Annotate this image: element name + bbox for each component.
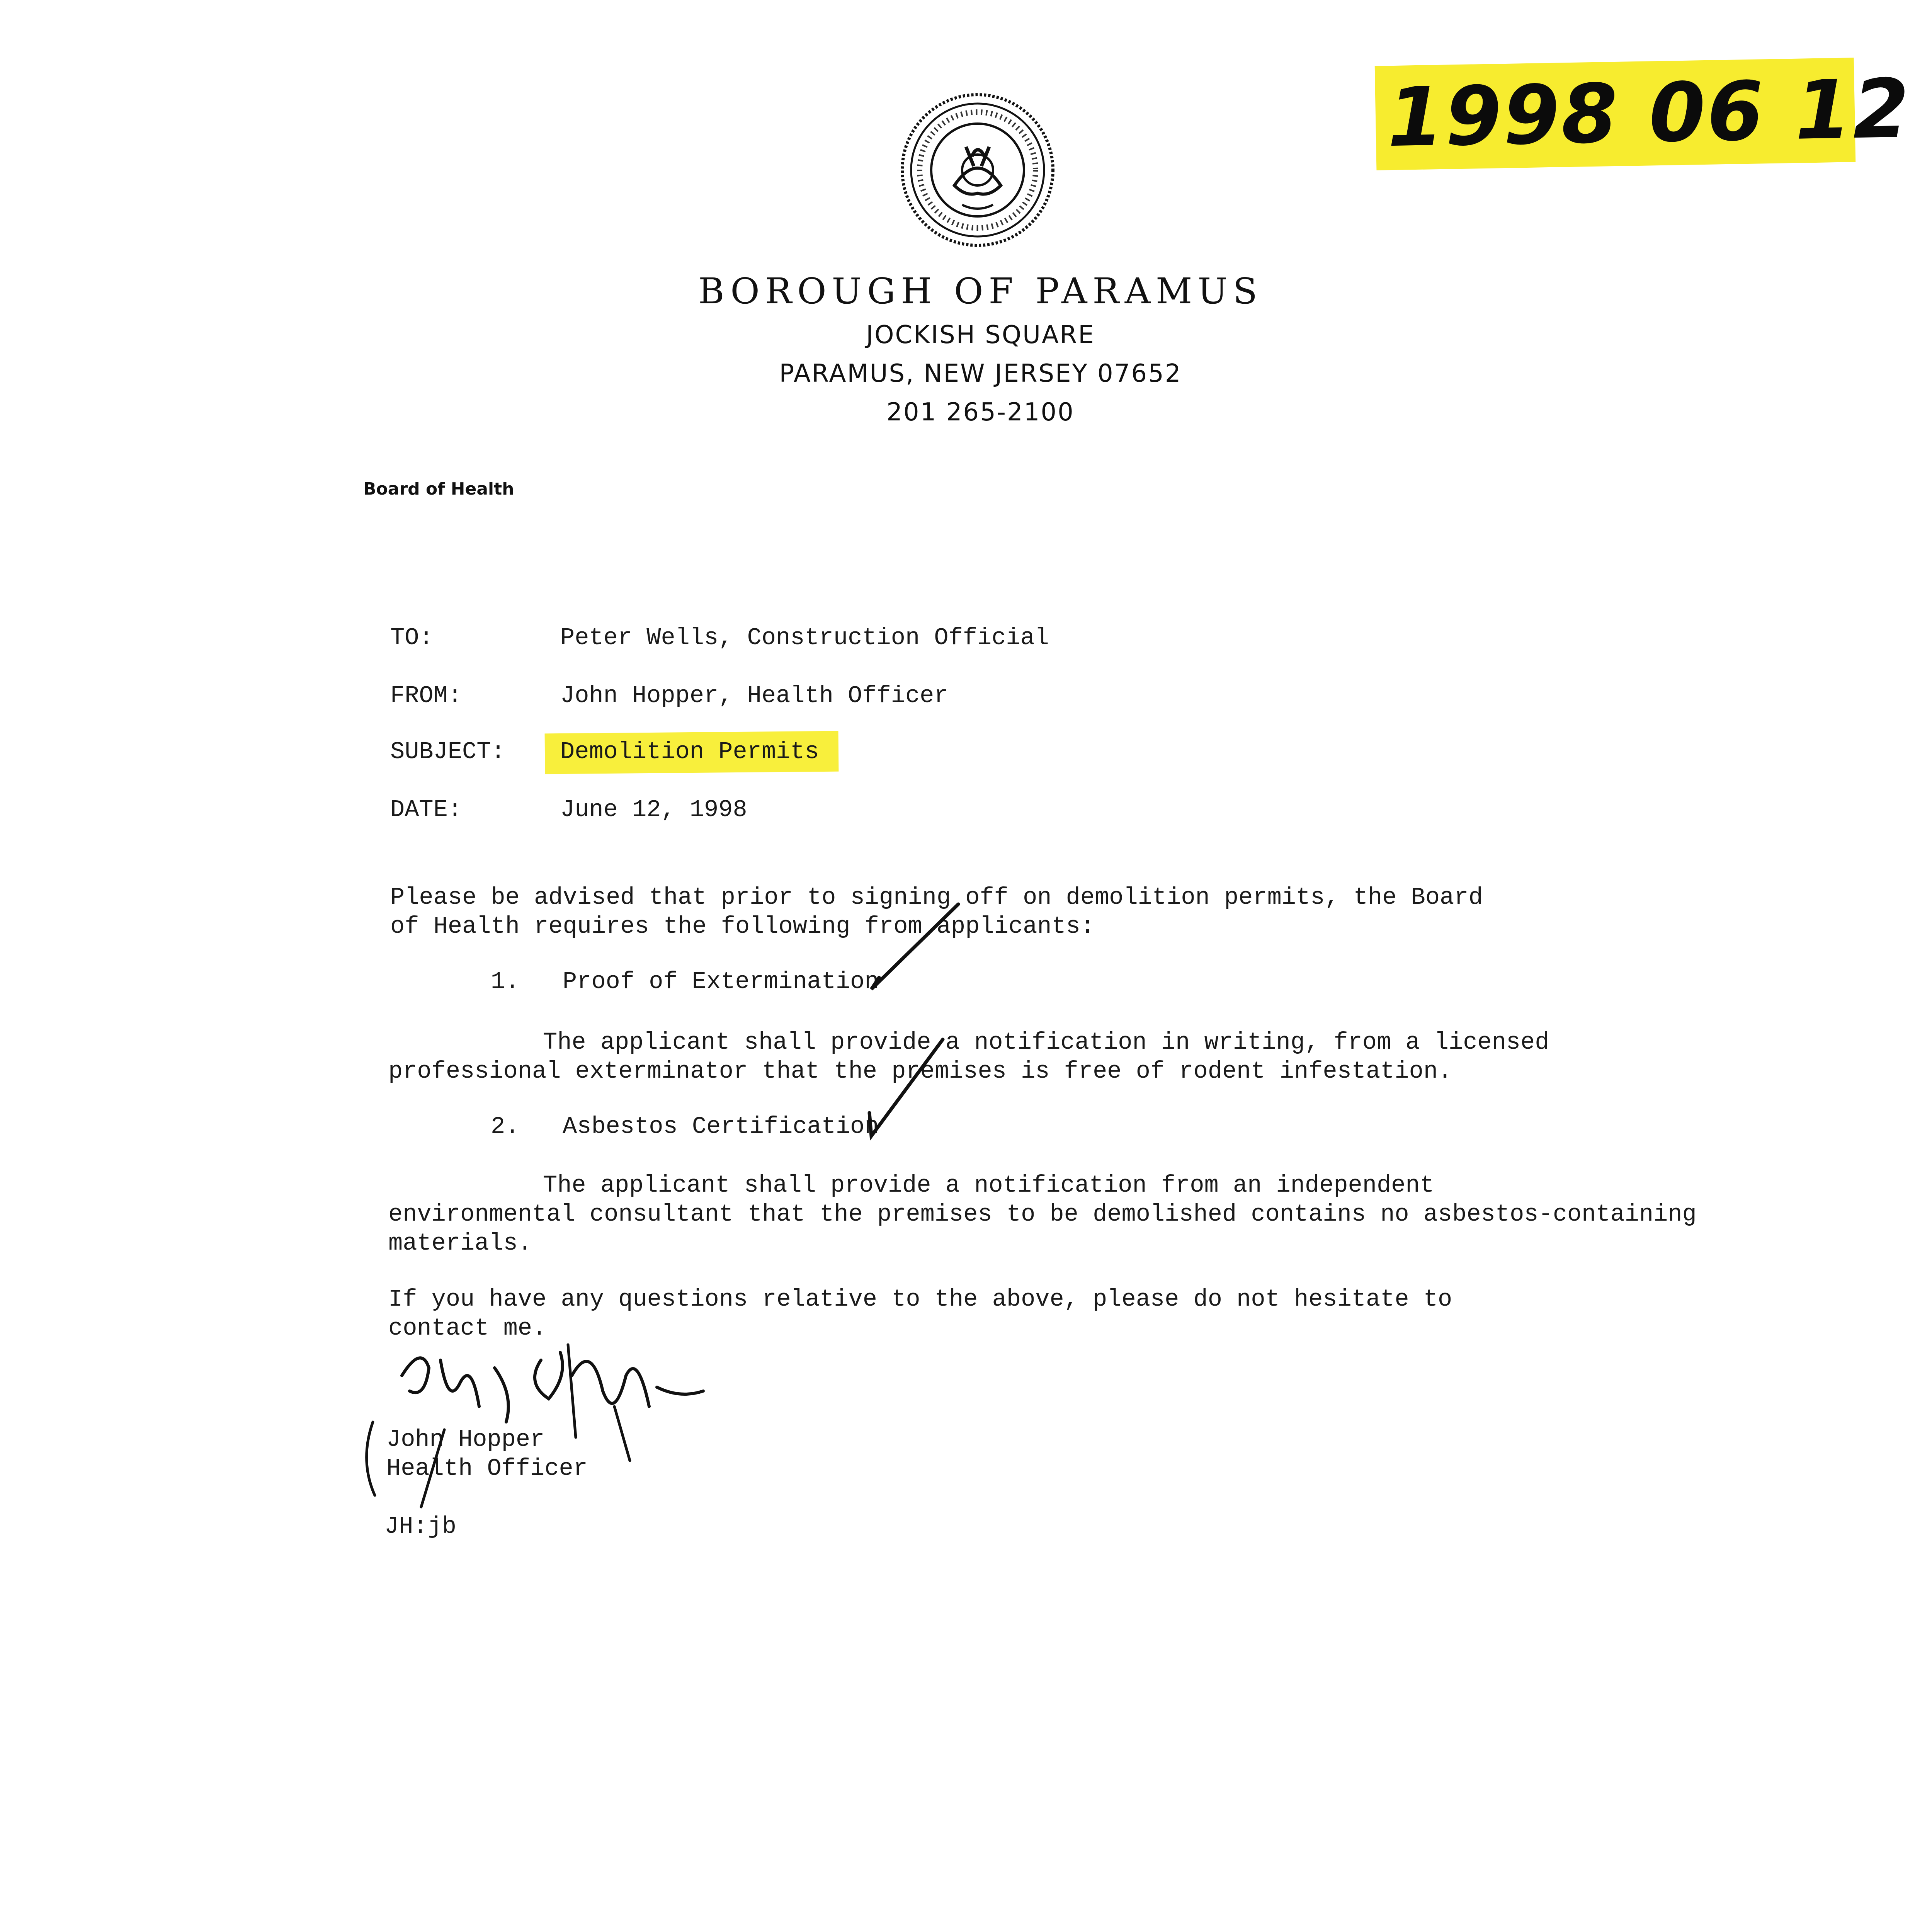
item-2-number: 2. bbox=[491, 1113, 520, 1140]
intro-line-2: of Health requires the following from applicants: bbox=[390, 913, 1095, 940]
item-1-line-2: professional exterminator that the premises is free of rodent infestation. bbox=[388, 1058, 1452, 1085]
item-1-number: 1. bbox=[491, 968, 520, 995]
item-2-line-2: environmental consultant that the premises to be demolished contains no asbestos-containing bbox=[388, 1201, 1697, 1228]
requirement-item-1 bbox=[491, 968, 879, 995]
organization-name: BOROUGH OF PARAMUS bbox=[698, 270, 1263, 312]
item-2-line-1: The applicant shall provide a notification from an independent bbox=[543, 1172, 1434, 1199]
intro-paragraph bbox=[390, 883, 1483, 941]
requirement-item-2 bbox=[491, 1113, 879, 1140]
from-label: FROM: bbox=[390, 682, 463, 709]
address-line-2: PARAMUS, NEW JERSEY 07652 bbox=[779, 359, 1182, 388]
signer-name: John Hopper bbox=[386, 1426, 545, 1453]
date-stamp-highlight bbox=[1375, 58, 1912, 170]
closing-line-1: If you have any questions relative to the above, please do not hesitate to bbox=[388, 1286, 1452, 1313]
item-1-description bbox=[388, 1028, 1549, 1086]
date-label: DATE: bbox=[390, 796, 463, 823]
item-1-line-1: The applicant shall provide a notification in writing, from a licensed bbox=[543, 1029, 1549, 1056]
signature-scribble bbox=[367, 1422, 375, 1495]
from-value: John Hopper, Health Officer bbox=[560, 682, 949, 709]
subject-label: SUBJECT: bbox=[390, 738, 505, 765]
municipal-seal-icon bbox=[896, 89, 1059, 251]
address-line-1: JOCKISH SQUARE bbox=[866, 321, 1095, 349]
signature-scribble bbox=[402, 1352, 703, 1422]
item-2-title: Asbestos Certification bbox=[563, 1113, 879, 1140]
item-1-title: Proof of Extermination bbox=[563, 968, 879, 995]
handwritten-date: 1998 06 12 bbox=[1386, 61, 1912, 165]
phone-number: 201 265-2100 bbox=[886, 398, 1075, 427]
closing-line-2: contact me. bbox=[388, 1315, 547, 1342]
intro-line-1: Please be advised that prior to signing off on demolition permits, the Board bbox=[390, 884, 1483, 911]
signer-title: Health Officer bbox=[386, 1455, 588, 1482]
item-2-description bbox=[388, 1171, 1697, 1258]
date-value: June 12, 1998 bbox=[560, 796, 747, 823]
closing-paragraph bbox=[388, 1285, 1452, 1343]
department-label: Board of Health bbox=[363, 479, 514, 499]
signature-scribble bbox=[568, 1345, 630, 1461]
to-label: TO: bbox=[390, 624, 434, 651]
item-2-line-3: materials. bbox=[388, 1230, 532, 1257]
subject-value: Demolition Permits bbox=[560, 738, 819, 765]
to-value: Peter Wells, Construction Official bbox=[560, 624, 1049, 651]
typist-initials: JH:jb bbox=[384, 1513, 457, 1540]
